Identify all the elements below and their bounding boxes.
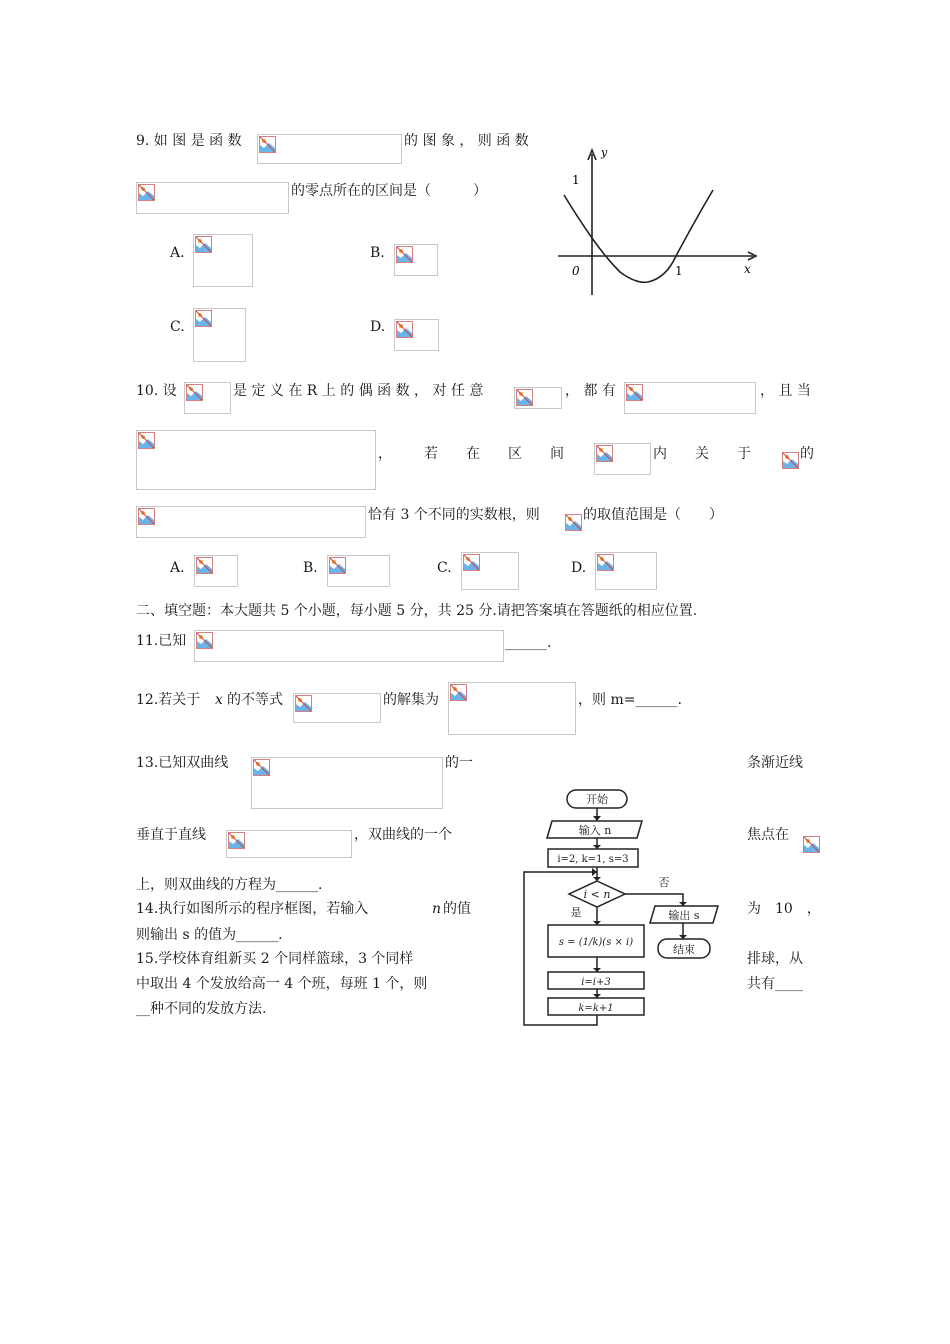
formula-image xyxy=(594,443,651,475)
broken-image-icon xyxy=(196,632,213,649)
x-axis-label: x xyxy=(744,262,751,276)
formula-image xyxy=(448,682,576,735)
flow-condition-label: i < n xyxy=(583,888,611,901)
flow-init-label: i=2, k=1, s=3 xyxy=(557,854,629,865)
flow-start-label: 开始 xyxy=(586,793,608,806)
q14-text-start: 14.执行如图所示的程序框图，若输入 xyxy=(136,901,369,917)
q11-text-start: 11.已知 xyxy=(136,633,187,649)
broken-image-icon xyxy=(295,695,312,712)
q11-blank: ______. xyxy=(505,635,552,651)
q14-text-end: 为 10 ， xyxy=(747,901,821,917)
formula-image xyxy=(184,382,231,414)
broken-image-icon xyxy=(259,136,276,153)
y-axis-label: y xyxy=(601,146,608,159)
program-flowchart xyxy=(490,782,740,1032)
q9-option-c: C. xyxy=(170,319,185,335)
formula-image xyxy=(136,430,376,490)
section-heading: 二、填空题：本大题共 5 个小题，每小题 5 分，共 25 分.请把答案填在答题纸的相应位置. xyxy=(136,603,698,619)
q10-text-end: ， 且 当 xyxy=(760,383,811,399)
q13-line2-start: 垂直于直线 xyxy=(136,827,206,843)
q13-text-mid: 的一 xyxy=(445,755,473,771)
broken-image-icon xyxy=(329,557,346,574)
q15-text-start: 15.学校体育组新买 2 个同样篮球，3 个同样 xyxy=(136,951,414,967)
option-c-image xyxy=(461,552,519,590)
option-a-image xyxy=(193,234,253,287)
formula-image xyxy=(226,830,352,858)
q12-var-x: x xyxy=(215,692,223,708)
q13-line3: 上，则双曲线的方程为______. xyxy=(136,877,323,893)
option-b-image xyxy=(394,244,438,276)
q9-option-b: B. xyxy=(370,245,385,261)
q15-line3: __种不同的发放方法. xyxy=(136,1001,267,1017)
q10-text-roots: 恰有 3 个不同的实数根，则 xyxy=(368,507,540,523)
option-d-image xyxy=(595,552,657,590)
flow-end-label: 结束 xyxy=(673,943,695,956)
broken-image-icon xyxy=(138,184,155,201)
q10-option-a: A. xyxy=(170,560,185,576)
q9-text-start: 9. 如 图 是 函 数 xyxy=(136,133,242,149)
q10-option-d: D. xyxy=(571,560,587,576)
formula-image xyxy=(136,182,289,214)
y-one-label: 1 xyxy=(572,173,580,187)
q10-comma: ， xyxy=(378,446,392,462)
q10-text-range: 的取值范围是（ ） xyxy=(583,507,723,523)
q10-text-mid2: ， 都 有 xyxy=(565,383,616,399)
q12-text-start: 12.若关于 xyxy=(136,692,201,708)
broken-image-icon xyxy=(196,557,213,574)
formula-image xyxy=(514,387,562,409)
q13-text-end: 条渐近线 xyxy=(747,755,803,771)
flow-inc-i-label: i=i+3 xyxy=(581,977,611,988)
flow-assign-label: s = (1/k)(s × i) xyxy=(558,937,634,948)
broken-image-icon xyxy=(138,508,155,525)
q14-var-n: n xyxy=(432,901,442,917)
q13-line2-mid: ，双曲线的一个 xyxy=(354,827,452,843)
option-d-image xyxy=(394,319,439,351)
broken-image-icon xyxy=(516,389,533,406)
q9-option-a: A. xyxy=(170,245,185,261)
q13-line2-end: 焦点在 xyxy=(747,827,789,843)
q14-line2: 则输出 s 的值为______. xyxy=(136,927,283,943)
broken-image-icon xyxy=(450,684,467,701)
function-graph xyxy=(548,140,768,310)
q9-option-d: D. xyxy=(370,319,386,335)
flow-output-label: 输出 s xyxy=(668,909,700,922)
option-c-image xyxy=(193,308,246,362)
q10-option-c: C. xyxy=(437,560,452,576)
formula-image xyxy=(257,134,402,164)
flow-yes-label: 是 xyxy=(570,906,582,919)
q10-option-b: B. xyxy=(303,560,318,576)
formula-image xyxy=(251,757,443,809)
broken-image-icon xyxy=(138,432,155,449)
broken-image-icon xyxy=(597,554,614,571)
formula-image xyxy=(136,506,366,538)
q13-text-start: 13.已知双曲线 xyxy=(136,755,229,771)
q10-text-start: 10. 设 xyxy=(136,383,177,399)
q12-text-end: ，则 m=______. xyxy=(578,692,682,708)
q14-text-mid: 的值 xyxy=(443,901,471,917)
broken-image-icon xyxy=(195,236,212,253)
formula-image xyxy=(624,382,756,414)
q9-text-end: 的 图 象 ， 则 函 数 xyxy=(404,133,529,149)
q10-text-interval: 若 在 区 间 xyxy=(424,446,564,462)
broken-image-icon xyxy=(626,384,643,401)
broken-image-icon xyxy=(195,310,212,327)
broken-image-icon xyxy=(396,246,413,263)
flow-input-label: 输入 n xyxy=(578,824,612,837)
option-a-image xyxy=(194,555,238,587)
function-curve xyxy=(564,190,713,282)
q15-line2-start: 中取出 4 个发放给高一 4 个班，每班 1 个，则 xyxy=(136,976,428,992)
broken-image-icon xyxy=(565,514,582,531)
broken-image-icon xyxy=(596,445,613,462)
flow-no-label: 否 xyxy=(658,876,670,889)
x-one-label: 1 xyxy=(675,264,683,278)
formula-image xyxy=(194,630,504,662)
q15-text-end: 排球，从 xyxy=(747,951,803,967)
broken-image-icon xyxy=(396,321,413,338)
q10-text-mid1: 是 定 义 在 R 上 的 偶 函 数 ， 对 任 意 xyxy=(233,383,484,399)
formula-image xyxy=(293,693,381,723)
origin-label: 0 xyxy=(572,264,580,278)
broken-image-icon xyxy=(782,452,799,469)
q12-text-mid: 的不等式 xyxy=(227,692,283,708)
q12-text-mid2: 的解集为 xyxy=(383,692,439,708)
q10-text-about: 内 关 于 xyxy=(653,446,751,462)
broken-image-icon xyxy=(228,832,245,849)
q10-text-de: 的 xyxy=(800,446,814,462)
option-b-image xyxy=(327,555,390,587)
broken-image-icon xyxy=(186,384,203,401)
flow-inc-k-label: k=k+1 xyxy=(578,1003,614,1014)
q15-line2-end: 共有____ xyxy=(747,976,803,992)
broken-image-icon xyxy=(803,836,820,853)
q9-line2-text: 的零点所在的区间是（ ） xyxy=(291,183,487,199)
broken-image-icon xyxy=(253,759,270,776)
broken-image-icon xyxy=(463,554,480,571)
